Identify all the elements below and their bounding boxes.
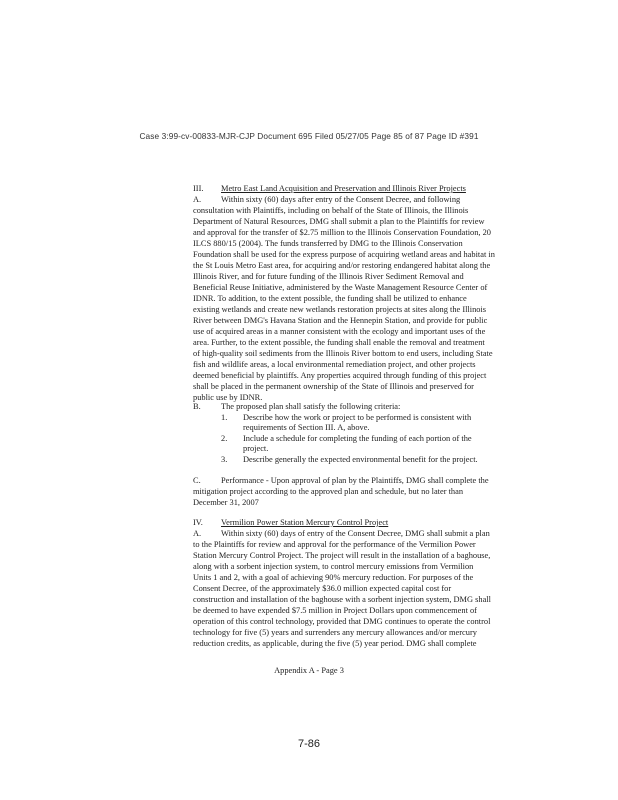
para-line: technology for five (5) years and surrenders any mercury allowances and/or mercury [193,628,477,637]
list-item-line: requirements of Section III. A, above. [243,423,370,432]
para-line: Performance - Upon approval of plan by the Plaintiffs, DMG shall complete the [221,476,489,485]
para-line: Beneficial Reuse Initiative, administered by the Waste Management Resource Center of [193,283,488,292]
para-line: reduction credits, as applicable, during the five (5) year period. DMG shall complete [193,639,477,648]
list-item-line: project. [243,444,269,453]
para-a-label: A. [193,529,202,538]
para-line: IDNR. To addition, to the extent possible, the funding shall be utilized to enhance [193,294,467,303]
para-line: Within sixty (60) days of entry of the Consent Decree, DMG shall submit a plan [221,529,490,538]
para-line: be deemed to have expended $7.5 million in Project Dollars upon commencement of [193,606,477,615]
para-line: construction and installation of the baghouse with a sorbent injection system, DMG shall [193,595,491,604]
para-line: Illinois River, and for future funding of the Illinois River Sediment Removal and [193,272,464,281]
para-a-label: A. [193,195,202,204]
para-line: operation of this control technology, provided that DMG continues to operate the control [193,617,491,626]
para-line: deemed beneficial by plaintiffs. Any properties acquired through funding of this project [193,371,487,380]
para-line: Foundation shall be used for the express purpose of acquiring wetland areas and habitat in [193,250,495,259]
appendix-footer: Appendix A - Page 3 [274,666,344,675]
para-line: Station Mercury Control Project. The project will result in the installation of a baghouse, [193,551,491,560]
para-line: area. Further, to the extent possible, the funding shall enable the removal and treatment [193,338,485,347]
para-line: mitigation project according to the approved plan and schedule, but no later than [193,487,464,496]
para-line: River between DMG's Havana Station and the Hennepin Station, and provide for public [193,316,488,325]
para-line: of high-quality soil sediments from the Illinois River bottom to end users, including State [193,349,493,358]
list-item-line: Describe how the work or project to be performed is consistent with [243,413,472,422]
para-b-text: The proposed plan shall satisfy the following criteria: [221,402,401,411]
case-header: Case 3:99-cv-00833-MJR-CJP Document 695 Filed 05/27/05 Page 85 of 87 Page ID #391 [139,131,479,141]
para-b-label: B. [193,402,201,411]
para-line: ILCS 880/15 (2004). The funds transferred by DMG to the Illinois Conservation [193,239,463,248]
section-iv-title: Vermilion Power Station Mercury Control Project [221,518,389,527]
page-number: 7-86 [297,738,321,750]
list-item-number: 2. [221,434,228,443]
para-line: the St Louis Metro East area, for acquiring and/or restoring endangered habitat along the [193,261,491,270]
para-line: Units 1 and 2, with a goal of achieving 90% mercury reduction. For purposes of the [193,573,474,582]
para-line: consultation with Plaintiffs, including on behalf of the State of Illinois, the Illinois [193,206,469,215]
para-c-label: C. [193,476,201,485]
para-line: along with a sorbent injection system, to control mercury emissions from Vermilion [193,562,474,571]
section-iv-number: IV. [193,518,203,527]
para-line: Within sixty (60) days after entry of the Consent Decree, and following [221,195,461,204]
para-line: existing wetlands and create new wetlands restoration projects at sites along the Illinois [193,305,487,314]
para-line: Department of Natural Resources, DMG shall submit a plan to the Plaintiffs for review [193,217,485,226]
para-line: public use by IDNR. [193,393,263,402]
list-item-number: 1. [221,413,228,422]
list-item-number: 3. [221,455,228,464]
list-item-line: Include a schedule for completing the funding of each portion of the [243,434,472,443]
para-line: to the Plaintiffs for review and approval for the performance of the Vermilion Power [193,540,476,549]
para-line: shall be placed in the permanent ownership of the State of Illinois and preserved for [193,382,474,391]
para-line: fish and wildlife areas, a local environmental remediation project, and other projects [193,360,476,369]
para-line: and approval for the transfer of $2.75 million to the Illinois Conservation Foundation, 20 [193,228,491,237]
list-item-line: Describe generally the expected environmental benefit for the project. [243,455,478,464]
para-line: use of acquired areas in a manner consistent with the ecology and important uses of the [193,327,486,336]
para-line: December 31, 2007 [193,498,259,507]
section-iii-number: III. [193,184,204,193]
section-iii-title: Metro East Land Acquisition and Preservation and Illinois River Projects [221,184,466,193]
para-line: Consent Decree, of the approximately $36.0 million expected capital cost for [193,584,452,593]
